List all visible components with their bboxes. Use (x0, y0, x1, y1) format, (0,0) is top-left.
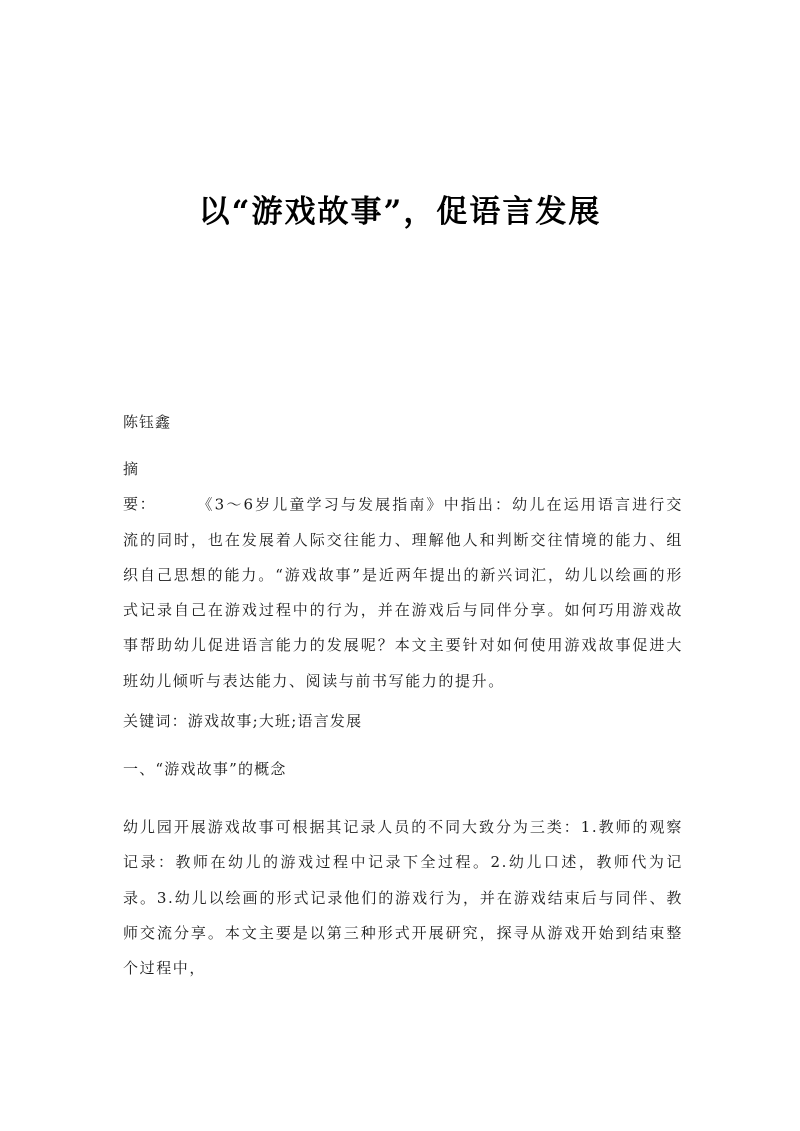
abstract-label (123, 452, 197, 523)
abstract-text: 《3～6岁儿童学习与发展指南》中指出：幼儿在运用语言进行交流的同时，也在发展着人际交往能力、理解他人和判断交往情境的能力、组织自己思想的能力。“游戏故事”是近两年提出的新兴词汇，幼儿以绘画的形式记录自己在游戏过程中的行为，并在游戏后与同伴分享。如何巧用游戏故事帮助幼儿促进语言能力的发展呢？本文主要针对如何使用游戏故事促进大班幼儿倾听与表达能力、阅读与前书写能力的提升。 (123, 495, 683, 690)
abstract-label-char2: 要： (123, 495, 157, 514)
keywords-line: 关键词：游戏故事;大班;语言发展 (123, 712, 363, 730)
document-title: 以“游戏故事”，促语言发展 (198, 194, 602, 230)
abstract-paragraph (123, 452, 683, 699)
abstract-label-char1: 摘 (123, 460, 140, 478)
section-1-paragraph: 幼儿园开展游戏故事可根据其记录人员的不同大致分为三类：1.教师的观察记录：教师在幼儿的游戏过程中记录下全过程。2.幼儿口述，教师代为记录。3.幼儿以绘画的形式记录他们的游戏行为，并在游戏结束后与同伴、教师交流分享。本文主要是以第三种形式开展研究，探寻从游戏开始到结束整个过程中， (123, 818, 683, 978)
section-heading-1: 一、“游戏故事”的概念 (123, 760, 287, 778)
author-name: 陈钰鑫 (123, 413, 172, 431)
